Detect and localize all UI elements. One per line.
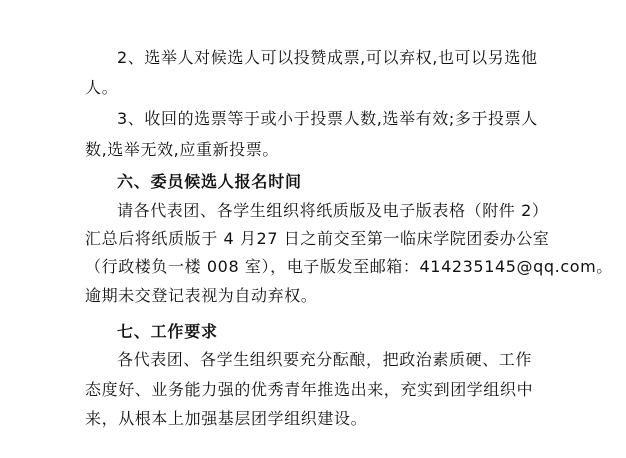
item2-line2: 人。 (85, 78, 119, 97)
section7-line1: 各代表团、各学生组织要充分酝酿，把政治素质硬、工作 (117, 350, 533, 369)
item3-line1: 3、收回的选票等于或小于投票人数,选举有效;多于投票人 (117, 109, 538, 128)
section6-line1: 请各代表团、各学生组织将纸质版及电子版表格（附件 2） (117, 201, 549, 220)
section7-line3: 来，从根本上加强基层团学组织建设。 (85, 409, 368, 428)
item2-line1: 2、选举人对候选人可以投赞成票,可以弃权,也可以另选他 (117, 48, 538, 67)
section7-heading: 七、工作要求 (117, 322, 218, 341)
item3-line2: 数,选举无效,应重新投票。 (85, 140, 279, 159)
section7-line2: 态度好、业务能力强的优秀青年推选出来，充实到团学组织中 (85, 380, 534, 399)
section6-line4: 逾期未交登记表视为自动弃权。 (85, 286, 318, 305)
section6-heading: 六、委员候选人报名时间 (117, 172, 302, 191)
section6-line3: （行政楼负一楼 008 室），电子版发至邮箱：414235145@qq.com。 (85, 257, 613, 276)
section6-line2: 汇总后将纸质版于 4 月27 日之前交至第一临床学院团委办公室 (85, 229, 550, 248)
